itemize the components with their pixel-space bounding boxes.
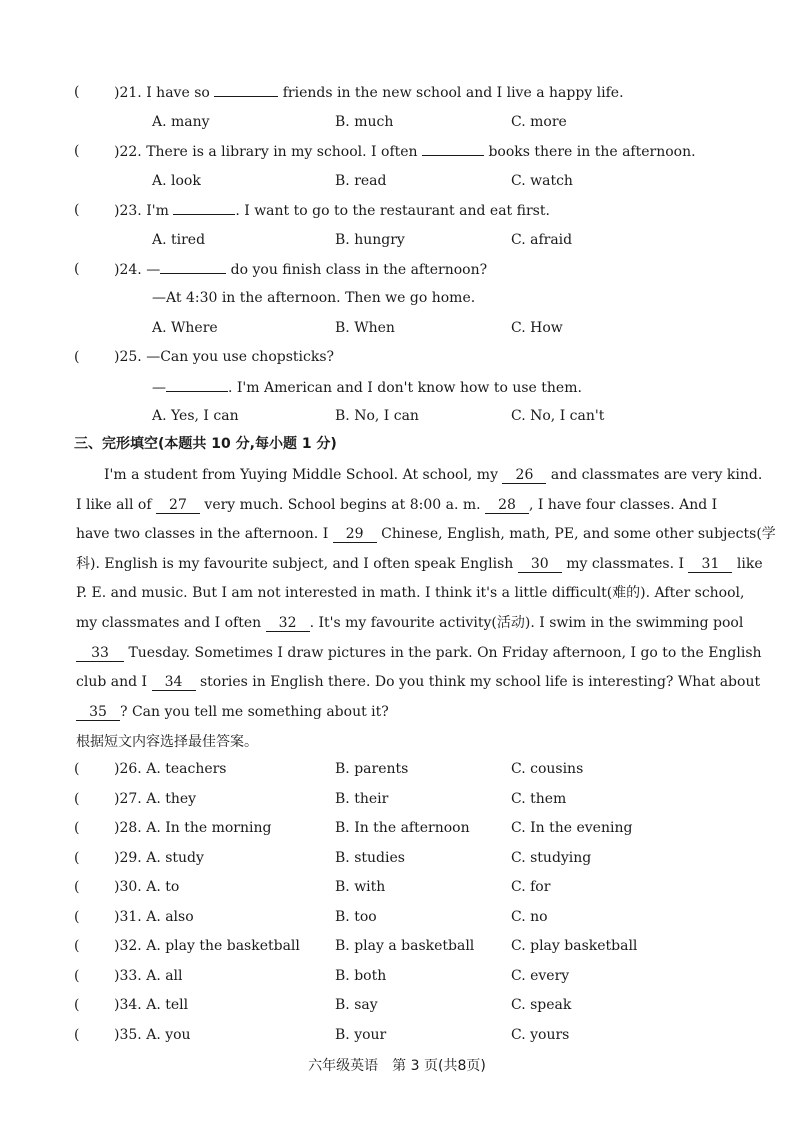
section-title: 三、完形填空(本题共 10 分,每小题 1 分) bbox=[74, 436, 337, 452]
answer-paren-close: )33. A. all bbox=[114, 968, 183, 984]
option-c[interactable]: C. play basketball bbox=[511, 938, 638, 954]
option-a[interactable]: A. tell bbox=[146, 997, 189, 1013]
option-b[interactable]: B. their bbox=[335, 791, 389, 807]
cloze-blank-26: 26 bbox=[502, 467, 546, 484]
answer-paren-open: ( bbox=[74, 261, 80, 277]
passage-line: I'm a student from Yuying Middle School. At school, my 26 and classmates are very kind. bbox=[104, 467, 763, 483]
answer-paren-open: ( bbox=[74, 143, 80, 159]
option-c[interactable]: C. for bbox=[511, 879, 551, 895]
option-c[interactable]: C. No, I can't bbox=[511, 408, 605, 424]
answer-blank[interactable] bbox=[166, 375, 228, 392]
passage-line: 科). English is my favourite subject, and I often speak English 30 my classmates. I 31 like bbox=[76, 555, 763, 572]
answer-paren-open: ( bbox=[74, 761, 80, 777]
option-a[interactable]: A. teachers bbox=[146, 761, 227, 777]
option-c[interactable]: C. no bbox=[511, 909, 548, 925]
cloze-blank-29: 29 bbox=[333, 526, 377, 543]
answer-blank[interactable] bbox=[160, 257, 226, 274]
option-c[interactable]: C. How bbox=[511, 320, 563, 336]
option-c[interactable]: C. every bbox=[511, 968, 570, 984]
answer-paren-close: )25. —Can you use chopsticks? bbox=[114, 349, 335, 365]
answer-paren-open: ( bbox=[74, 909, 80, 925]
options-22 bbox=[0, 169, 794, 193]
instruction-text: 根据短文内容选择最佳答案。 bbox=[76, 734, 258, 750]
question-21 bbox=[0, 80, 794, 104]
option-b[interactable]: B. with bbox=[335, 879, 386, 895]
cloze-blank-33: 33 bbox=[76, 645, 124, 662]
option-b[interactable]: B. studies bbox=[335, 850, 405, 866]
answer-paren-open: ( bbox=[74, 1027, 80, 1043]
passage-line: P. E. and music. But I am not interested in math. I think it's a little difficult(难的). After school, bbox=[76, 585, 745, 602]
answer-blank[interactable] bbox=[422, 139, 484, 156]
answer-paren-close: )28. A. In the morning bbox=[114, 820, 272, 836]
option-a[interactable]: A. you bbox=[146, 1027, 191, 1043]
option-b[interactable]: B. too bbox=[335, 909, 377, 925]
option-c[interactable]: C. afraid bbox=[511, 232, 573, 248]
option-a[interactable]: A. also bbox=[146, 909, 194, 925]
option-c[interactable]: C. studying bbox=[511, 850, 592, 866]
option-b[interactable]: B. When bbox=[335, 320, 395, 336]
question-22 bbox=[0, 139, 794, 163]
option-a[interactable]: A. look bbox=[152, 173, 201, 189]
option-a[interactable]: A. In the morning bbox=[146, 820, 272, 836]
answer-paren-open: ( bbox=[74, 879, 80, 895]
question-23 bbox=[0, 198, 794, 222]
cloze-blank-35: 35 bbox=[76, 704, 120, 721]
option-a[interactable]: A. all bbox=[146, 968, 183, 984]
cloze-blank-32: 32 bbox=[266, 615, 310, 632]
question-32 bbox=[0, 934, 794, 958]
cloze-blank-34: 34 bbox=[152, 674, 196, 691]
option-a[interactable]: A. play the basketball bbox=[146, 938, 300, 954]
answer-paren-open: ( bbox=[74, 202, 80, 218]
answer-paren-open: ( bbox=[74, 349, 80, 365]
answer-paren-close: )34. A. tell bbox=[114, 997, 189, 1013]
option-b[interactable]: B. play a basketball bbox=[335, 938, 475, 954]
answer-paren-open: ( bbox=[74, 84, 80, 100]
option-a[interactable]: A. many bbox=[152, 114, 210, 130]
option-b[interactable]: B. hungry bbox=[335, 232, 405, 248]
answer-paren-close: )31. A. also bbox=[114, 909, 194, 925]
cloze-blank-27: 27 bbox=[156, 497, 200, 514]
answer-paren-close: )23. I'm . I want to go to the restaurant and eat first. bbox=[114, 198, 550, 223]
answer-paren-close: )29. A. study bbox=[114, 850, 204, 866]
question-34 bbox=[0, 993, 794, 1017]
answer-paren-open: ( bbox=[74, 938, 80, 954]
question-28 bbox=[0, 816, 794, 840]
answer-paren-close: )22. There is a library in my school. I often books there in the afternoon. bbox=[114, 139, 696, 164]
answer-paren-open: ( bbox=[74, 997, 80, 1013]
cloze-blank-30: 30 bbox=[518, 556, 562, 573]
answer-paren-open: ( bbox=[74, 820, 80, 836]
dialogue-line-25 bbox=[0, 375, 794, 399]
option-b[interactable]: B. both bbox=[335, 968, 387, 984]
question-33 bbox=[0, 964, 794, 988]
answer-paren-close: )30. A. to bbox=[114, 879, 180, 895]
answer-paren-close: )26. A. teachers bbox=[114, 761, 227, 777]
cloze-blank-28: 28 bbox=[485, 497, 529, 514]
option-a[interactable]: A. study bbox=[146, 850, 204, 866]
question-31 bbox=[0, 905, 794, 929]
option-a[interactable]: A. Where bbox=[152, 320, 218, 336]
page-footer: 六年级英语 第 3 页(共8页) bbox=[308, 1058, 486, 1074]
option-b[interactable]: B. much bbox=[335, 114, 394, 130]
dialogue-line-24 bbox=[0, 286, 794, 310]
option-c[interactable]: C. cousins bbox=[511, 761, 584, 777]
option-b[interactable]: B. parents bbox=[335, 761, 409, 777]
option-c[interactable]: C. them bbox=[511, 791, 567, 807]
question-25 bbox=[0, 345, 794, 369]
answer-paren-close: )35. A. you bbox=[114, 1027, 191, 1043]
dialogue-reply: —At 4:30 in the afternoon. Then we go home. bbox=[152, 290, 476, 306]
option-c[interactable]: C. speak bbox=[511, 997, 572, 1013]
question-26 bbox=[0, 757, 794, 781]
passage-line: 35 ? Can you tell me something about it? bbox=[76, 698, 720, 728]
answer-paren-close: )32. A. play the basketball bbox=[114, 938, 300, 954]
option-b[interactable]: B. In the afternoon bbox=[335, 820, 470, 836]
question-35 bbox=[0, 1023, 794, 1047]
question-29 bbox=[0, 846, 794, 870]
option-b[interactable]: B. read bbox=[335, 173, 387, 189]
option-a[interactable]: A. Yes, I can bbox=[152, 408, 239, 424]
answer-paren-close: )27. A. they bbox=[114, 791, 197, 807]
question-27 bbox=[0, 787, 794, 811]
cloze-passage bbox=[76, 461, 776, 727]
cloze-blank-31: 31 bbox=[688, 556, 732, 573]
answer-paren-open: ( bbox=[74, 968, 80, 984]
option-c[interactable]: C. In the evening bbox=[511, 820, 633, 836]
option-a[interactable]: A. they bbox=[146, 791, 197, 807]
option-c[interactable]: C. yours bbox=[511, 1027, 570, 1043]
answer-blank[interactable] bbox=[214, 80, 278, 97]
passage-line: club and I 34 stories in English there. Do you think my school life is interesting? What about bbox=[76, 674, 761, 691]
passage-line: have two classes in the afternoon. I 29 Chinese, English, math, PE, and some other subjects(学 bbox=[76, 526, 776, 543]
option-a[interactable]: A. to bbox=[146, 879, 180, 895]
option-c[interactable]: C. more bbox=[511, 114, 567, 130]
option-b[interactable]: B. No, I can bbox=[335, 408, 419, 424]
answer-paren-open: ( bbox=[74, 791, 80, 807]
options-24 bbox=[0, 316, 794, 340]
option-b[interactable]: B. say bbox=[335, 997, 378, 1013]
answer-paren-close: )24. — do you finish class in the afternoon? bbox=[114, 257, 487, 282]
passage-line: I like all of 27 very much. School begins at 8:00 a. m. 28 , I have four classes. And I bbox=[76, 496, 718, 513]
question-24 bbox=[0, 257, 794, 281]
dialogue-reply: — . I'm American and I don't know how to use them. bbox=[152, 375, 582, 400]
question-30 bbox=[0, 875, 794, 899]
option-a[interactable]: A. tired bbox=[152, 232, 206, 248]
passage-line: my classmates and I often 32 . It's my favourite activity(活动). I swim in the swimming pool bbox=[76, 614, 744, 631]
options-21 bbox=[0, 110, 794, 134]
option-b[interactable]: B. your bbox=[335, 1027, 387, 1043]
passage-line: 33 Tuesday. Sometimes I draw pictures in the park. On Friday afternoon, I go to the English bbox=[76, 639, 720, 669]
options-25 bbox=[0, 404, 794, 428]
options-23 bbox=[0, 228, 794, 252]
answer-paren-open: ( bbox=[74, 850, 80, 866]
answer-paren-close: )21. I have so friends in the new school and I live a happy life. bbox=[114, 80, 624, 105]
answer-blank[interactable] bbox=[173, 198, 235, 215]
option-c[interactable]: C. watch bbox=[511, 173, 573, 189]
